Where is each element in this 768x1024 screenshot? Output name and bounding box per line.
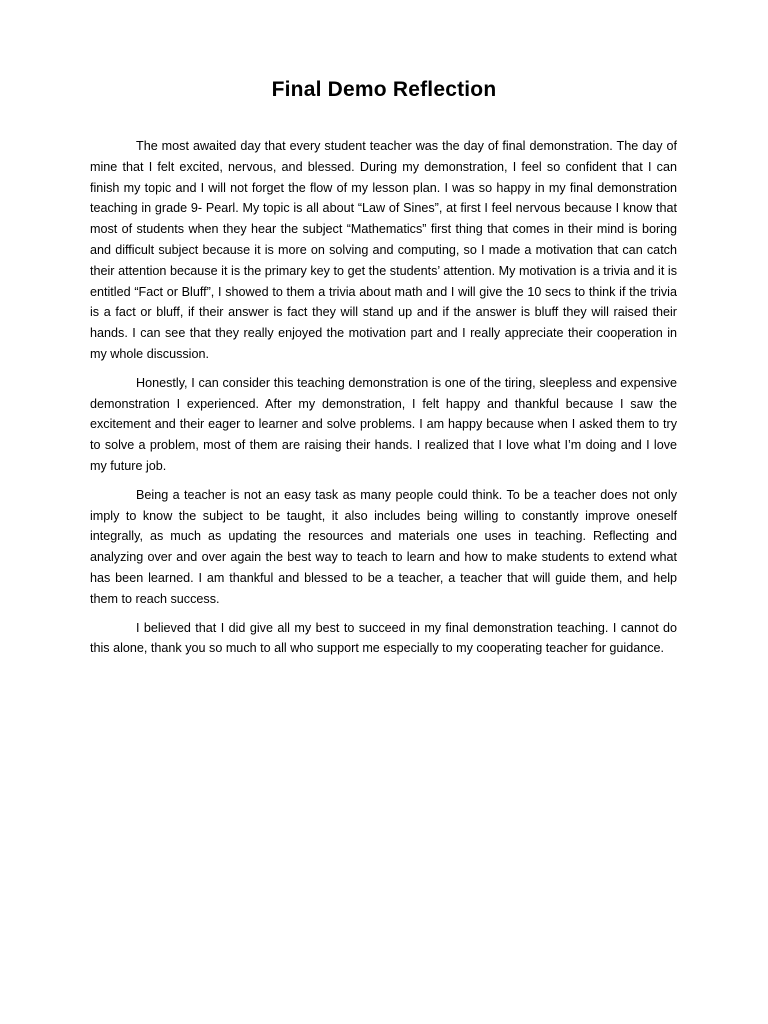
document-body xyxy=(90,136,677,667)
paragraph-1: The most awaited day that every student teacher was the day of final demonstration. The day of mine that I felt excited, nervous, and blessed. During my demonstration, I feel so confident that I can finish my topic and I will not forget the flow of my lesson plan. I was so happy in my final demonstration teaching in grade 9- Pearl. My topic is all about “Law of Sines”, at first I feel nervous because I know that most of students when they hear the subject “Mathematics” first thing that comes in their mind is boring and difficult subject because it is more on solving and computing, so I made a motivation that can catch their attention because it is the primary key to get the students’ attention. My motivation is a trivia and it is entitled “Fact or Bluff”, I showed to them a trivia about math and I will give the 10 secs to think if the trivia is a fact or bluff, if their answer is fact they will stand up and if the answer is bluff they will raised their hands. I can see that they really enjoyed the motivation part and I really appreciate their cooperation in my whole discussion. xyxy=(90,139,677,361)
paragraph-2: Honestly, I can consider this teaching demonstration is one of the tiring, sleepless and expensive demonstration I experienced. After my demonstration, I felt happy and thankful because I saw the excitement and their eager to learner and solve problems. I am happy because when I asked them to try to solve a problem, most of them are raising their hands. I realized that I love what I’m doing and I love my future job. xyxy=(90,375,677,473)
paragraph-3: Being a teacher is not an easy task as many people could think. To be a teacher does not only imply to know the subject to be taught, it also includes being willing to constantly improve oneself integrally, as much as updating the resources and materials one uses in teaching. Reflecting and analyzing over and over again the best way to teach to learn and how to make students to extend what has been learned. I am thankful and blessed to be a teacher, a teacher that will guide them, and help them to reach success. xyxy=(90,487,677,606)
paragraph-4: I believed that I did give all my best to succeed in my final demonstration teaching. I cannot do this alone, thank you so much to all who support me especially to my cooperating teacher for guidance. xyxy=(90,620,677,656)
document-title: Final Demo Reflection xyxy=(271,78,497,101)
